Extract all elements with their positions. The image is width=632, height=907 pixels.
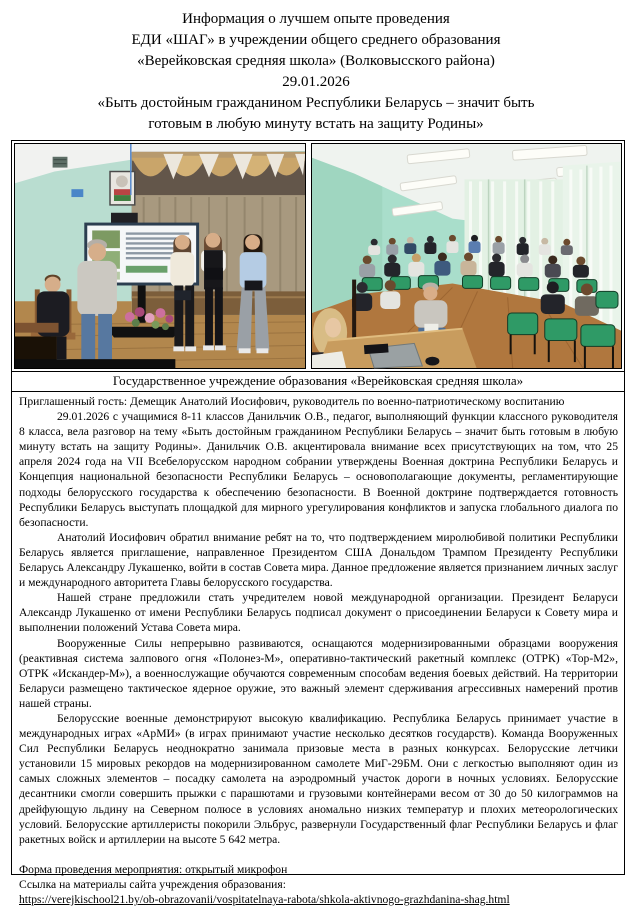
spacer (19, 847, 618, 862)
event-form-line: Форма проведения мероприятия: открытый микрофон (19, 862, 288, 876)
body-paragraph: 29.01.2026 с учащимися 8-11 классов Данильчик О.В., педагог, выполняющий функции классного руководителя 8 класса, вела разговор на тему «Быть достойным гражданином Республики Беларусь – значит быть готовым в любую минуту встать на защиту Родины». Данильчик О.В. акцентировала внимание всех присутствующих на том, что 25 апреля 2024 года на VII Всебелорусском народном собрании утверждены Военная доктрина Республики Беларусь и Концепция национальной безопасности Республики Беларусь – основополагающие документы, регламентирующие подходы белорусского государства к обеспечению безопасности. В Военной доктрине подтверждается готовность Республики Беларусь выступать площадкой для мирного урегулирования конфликтов и запуска глобального диалога по безопасности. (19, 410, 618, 529)
title-line: «Верейковская средняя школа» (Волковысского района) (137, 53, 495, 69)
body-paragraph: Вооруженные Силы непрерывно развиваются, оснащаются модернизированными образцами вооружения (реактивная система залпового огня «Полонез-М», оперативно-тактический ракетный комплекс (ОТРК) «Тор-М2», ОТРК «Искандер-М»), а военнослужащие обучаются современным способам ведения боевых действий. На территории Беларуси размещено тактическое ядерное оружие, это важный элемент сдерживания агрессивных намерений против нашей страны. (19, 636, 618, 710)
site-link[interactable]: https://verejkischool21.by/ob-obrazovanii/vospitatelnaya-rabota/shkola-aktivnogo-grazhdanina-shag.html (19, 893, 510, 906)
document-title (0, 0, 632, 135)
title-line: Информация о лучшем опыте проведения (182, 11, 450, 27)
report-table (11, 140, 625, 906)
photos-row (12, 141, 624, 371)
photo-left-image (15, 144, 305, 368)
title-line-quote: готовым в любую минуту встать на защиту Родины» (148, 116, 484, 132)
title-line-quote: «Быть достойным гражданином Республики Беларусь – значит быть (97, 95, 535, 111)
photo-right (311, 143, 622, 369)
body-paragraph: Белорусские военные демонстрируют высокую квалификацию. Республика Беларусь принимает участие в международных играх «АрМИ» (в играх принимают участие несколько десятков государств). Команда Вооруженных Сил Республики Беларусь неоднократно занимала призовые места в разных конкурсах. Белорусские летчики установили 15 мировых рекордов на модернизированном самолете МиГ-29БМ. Они с легкостью выполняют один из самых сложных элементов – посадку самолета на аэродромный участок дороги в ночных условиях. Белорусские десантники смогли совершить прыжки с парашютами и грузовыми контейнерами весом от 30 до 50 килограммов на дрейфующую льдину на Северном полюсе в условиях аномально низких температур и плохих метеорологических условий. Белорусские артиллеристы покорили Эльбрус, развернули Государственный флаг Республики Беларусь и флаг ракетных войск и артиллерии на высоте 5 642 метра. (19, 711, 618, 846)
link-label-line: Ссылка на материалы сайта учреждения образования: (19, 877, 286, 891)
title-line-date: 29.01.2026 (282, 74, 350, 90)
guest-line: Приглашенный гость: Демещик Анатолий Иосифович, руководитель по военно-патриотическому воспитанию (19, 395, 565, 408)
body-paragraph: Анатолий Иосифович обратил внимание ребят на то, что подтверждением миролюбивой политики Республики Беларусь является приглашение, направленное Президентом США Дональдом Трампом Президенту Республики Беларусь Александру Лукашенко, войти в состав Совета мира. Данное предложение является признанием личных заслуг и международного авторитета Главы белорусского государства. (19, 530, 618, 590)
body-paragraph: Нашей стране предложили стать учредителем новой международной организации. Президент Беларуси Александр Лукашенко от имени Республики Беларусь подписал документ о присоединении Беларуси к Совету мира и выполнении положений Устава Совета мира. (19, 591, 618, 635)
photo-right-image (312, 144, 621, 368)
report-text (12, 392, 624, 906)
photo-left (14, 143, 306, 369)
photo-caption: Государственное учреждение образования «Верейковская средняя школа» (12, 371, 624, 392)
title-line: ЕДИ «ШАГ» в учреждении общего среднего образования (131, 32, 501, 48)
